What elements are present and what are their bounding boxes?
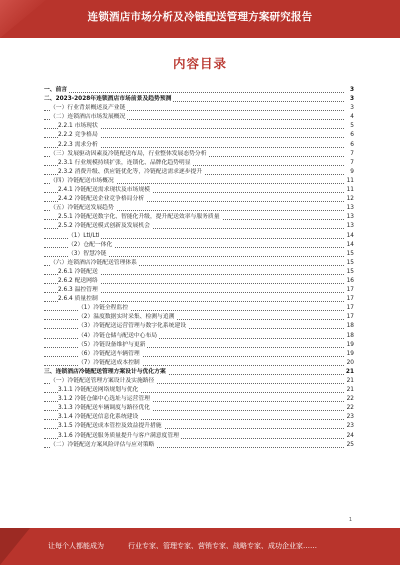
toc-entry-title: 3.1.4 冷链配送信息化系统建设: [58, 413, 140, 422]
toc-entry-page: 22: [345, 395, 354, 404]
toc-entry[interactable]: [44, 259, 354, 268]
toc-entry-page: 3: [345, 104, 354, 113]
toc-entry-page: 25: [345, 441, 354, 450]
toc-entry[interactable]: [44, 104, 354, 113]
toc-entry-page: 18: [345, 332, 354, 341]
toc-entry[interactable]: [44, 177, 354, 186]
toc-entry[interactable]: [44, 368, 354, 377]
toc-entry[interactable]: [44, 350, 354, 359]
toc-entry[interactable]: [44, 150, 354, 159]
toc-entry-title: （3）冷链配送运营管理与数字化系统建设: [78, 322, 188, 331]
toc-entry[interactable]: [44, 386, 354, 395]
toc-entry-title: （6）冷链配送车辆管理: [78, 350, 142, 359]
toc-entry-page: 15: [345, 259, 354, 268]
toc-entry-page: 13: [345, 222, 354, 231]
toc-entry-title: （二）连锁酒店市场发展概况: [50, 113, 127, 122]
report-title: 连锁酒店市场分析及冷链配送管理方案研究报告: [87, 11, 313, 23]
toc-entry[interactable]: [44, 222, 354, 231]
toc-entry[interactable]: [44, 159, 354, 168]
toc-entry[interactable]: [44, 168, 354, 177]
toc-entry[interactable]: [44, 95, 354, 104]
page-number: 1: [348, 517, 352, 523]
toc-entry-page: 6: [345, 131, 354, 140]
toc-entry-title: （2）温度数据实时采集、检测与追溯: [78, 313, 176, 322]
toc-entry-page: 7: [345, 159, 354, 168]
toc-entry-title: 2.4.2 冷链配送企业竞争格局分析: [58, 195, 146, 204]
toc-entry-page: 19: [345, 350, 354, 359]
toc-entry[interactable]: [44, 195, 354, 204]
toc-heading: 内容目录: [172, 56, 227, 71]
toc-entry[interactable]: [44, 304, 354, 313]
toc-entry-page: 7: [345, 150, 354, 159]
toc-entry[interactable]: [44, 131, 354, 140]
report-header: [0, 0, 400, 38]
toc-entry[interactable]: [44, 113, 354, 122]
toc-entry-title: （五）冷链配送发展趋势: [50, 204, 116, 213]
toc-entry-page: 14: [345, 232, 354, 241]
toc-entry-title: （5）冷链设备维护与更新: [78, 341, 147, 350]
toc-entry-title: 2.5.2 冷链配送模式创新及发展机会: [58, 222, 152, 231]
toc-entry-page: 23: [345, 413, 354, 422]
toc-entry[interactable]: [44, 359, 354, 368]
toc-entry-page: 3: [345, 95, 354, 104]
toc-entry-page: 24: [345, 432, 354, 441]
toc-entry-title: （1）Ltl/Ltl: [68, 232, 101, 241]
toc-entry[interactable]: [44, 204, 354, 213]
toc-entry[interactable]: [44, 377, 354, 386]
dot-leader: [44, 92, 344, 93]
toc-entry-title: （3）智慧冷链: [68, 250, 108, 259]
toc-entry-title: 一、前言: [44, 86, 69, 95]
toc-entry-title: 二、2023-2028年连锁酒店市场前景及趋势预测: [44, 95, 173, 104]
toc-entry-title: （一）冷链配送管理方案设计及实施路径: [50, 377, 156, 386]
toc-entry[interactable]: [44, 313, 354, 322]
toc-entry-title: 2.6.3 温控管理: [58, 286, 100, 295]
toc-entry-title: （4）冷链仓储与配送中心布局: [78, 332, 159, 341]
toc-entry[interactable]: [44, 277, 354, 286]
toc-entry-page: 23: [345, 422, 354, 431]
toc-entry-page: 20: [345, 359, 354, 368]
toc-entry[interactable]: [44, 295, 354, 304]
toc-entry-title: （2）仓配一体化: [68, 241, 114, 250]
toc-entry-title: 2.6.2 配送网络: [58, 277, 100, 286]
toc-entry-title: 3.1.6 冷链配送服务质量提升与客户满意度管理: [58, 432, 181, 441]
toc-entry-title: （四）冷链配送市场概况: [50, 177, 116, 186]
toc-entry[interactable]: [44, 186, 354, 195]
toc-entry[interactable]: [44, 241, 354, 250]
toc-entry[interactable]: [44, 341, 354, 350]
toc-entry-page: 15: [345, 268, 354, 277]
toc-entry-page: 15: [345, 250, 354, 259]
toc-entry-title: （六）连锁酒店冷链配送管理体系: [50, 259, 139, 268]
toc-entry-page: 22: [345, 404, 354, 413]
toc-entry-page: 21: [345, 386, 354, 395]
toc-entry-page: 17: [345, 313, 354, 322]
toc-entry-title: 2.4.1 冷链配送需求现状及市场规模: [58, 186, 152, 195]
toc-entry[interactable]: [44, 250, 354, 259]
toc-entry-page: 11: [345, 177, 354, 186]
toc-entry[interactable]: [44, 332, 354, 341]
footer-slogan: 让每个人都能成为: [48, 542, 104, 550]
toc-entry-page: 16: [345, 277, 354, 286]
toc-entry[interactable]: [44, 441, 354, 450]
toc-entry[interactable]: [44, 286, 354, 295]
toc-entry[interactable]: [44, 268, 354, 277]
toc-entry[interactable]: [44, 122, 354, 131]
toc-entry-page: 21: [345, 377, 354, 386]
table-of-contents: [44, 86, 354, 450]
toc-entry-page: 14: [345, 241, 354, 250]
toc-entry-page: 5: [345, 122, 354, 131]
toc-entry[interactable]: [44, 86, 354, 95]
toc-entry[interactable]: [44, 432, 354, 441]
toc-entry-title: 2.5.1 冷链配送数字化、智能化升级，提升配送效率与服务质量: [58, 213, 222, 222]
toc-entry-page: 9: [345, 168, 354, 177]
toc-entry-title: 2.2.3 需求分析: [58, 141, 100, 150]
toc-entry[interactable]: [44, 422, 354, 431]
toc-entry-title: 2.3.2 消费升级、供应链优化等，冷链配送需求逐步提升: [58, 168, 204, 177]
toc-entry-title: 3.1.2 冷链仓储中心选址与运营管理: [58, 395, 152, 404]
toc-entry-page: 21: [345, 368, 354, 377]
toc-entry-title: 2.3.1 行业规模持续扩张，连锁化、品牌化趋势明显: [58, 159, 193, 168]
toc-entry-title: （三）发展驱动因素及冷链配送布局，行业整体发展态势分析: [50, 150, 209, 159]
toc-entry-title: 3.1.1 冷链配送网络规划与优化: [58, 386, 140, 395]
toc-entry-page: 3: [345, 86, 354, 95]
toc-entry-title: 3.1.5 冷链配送成本管控及效益提升措施: [58, 422, 164, 431]
toc-entry-title: 2.2.1 市场现状: [58, 122, 100, 131]
toc-entry[interactable]: [44, 395, 354, 404]
toc-entry[interactable]: [44, 413, 354, 422]
toc-entry-page: 6: [345, 141, 354, 150]
toc-entry-page: 17: [345, 295, 354, 304]
toc-entry-page: 17: [345, 286, 354, 295]
toc-entry-title: 3.1.3 冷链配送车辆调度与路径优化: [58, 404, 152, 413]
toc-entry-page: 19: [345, 341, 354, 350]
toc-entry-page: 11: [345, 186, 354, 195]
toc-entry-page: 13: [345, 213, 354, 222]
toc-entry-title: 三、连锁酒店冷链配送管理方案设计与优化方案: [44, 368, 168, 377]
toc-entry-title: 2.6.1 冷链配送: [58, 268, 100, 277]
toc-entry-page: 12: [345, 195, 354, 204]
toc-entry[interactable]: [44, 404, 354, 413]
toc-entry-page: 4: [345, 113, 354, 122]
toc-entry-title: （二）冷链配送方案风险评估与应对策略: [50, 441, 156, 450]
toc-entry[interactable]: [44, 232, 354, 241]
footer-accent: [0, 528, 30, 565]
toc-entry-title: （1）冷链全程监控: [78, 304, 130, 313]
toc-entry-page: 13: [345, 204, 354, 213]
toc-entry-title: （一）行业背景概述及产业链: [50, 104, 127, 113]
toc-entry-title: 2.2.2 竞争格局: [58, 131, 100, 140]
toc-entry[interactable]: [44, 213, 354, 222]
toc-entry-title: 2.6.4 质量控制: [58, 295, 100, 304]
toc-entry-title: （7）冷链配送成本控制: [78, 359, 142, 368]
toc-entry[interactable]: [44, 141, 354, 150]
footer-roles: 行业专家、管理专家、营销专家、战略专家、成功企业家……: [128, 542, 317, 550]
toc-entry-page: 18: [345, 322, 354, 331]
toc-entry[interactable]: [44, 322, 354, 331]
toc-entry-page: 17: [345, 304, 354, 313]
report-footer: [0, 528, 400, 565]
